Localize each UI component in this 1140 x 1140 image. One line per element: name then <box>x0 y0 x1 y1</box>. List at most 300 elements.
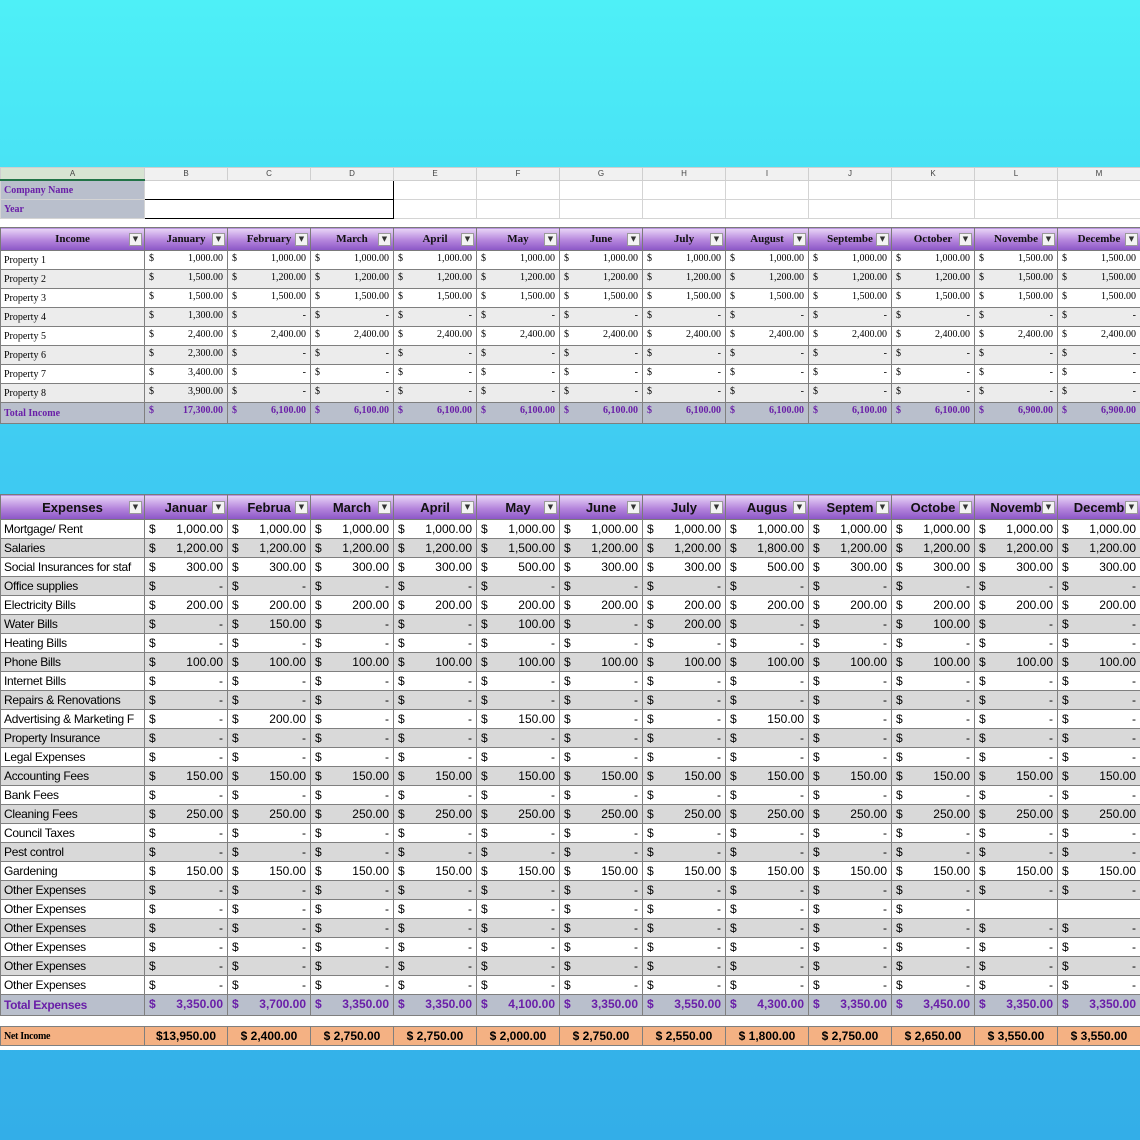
money-cell[interactable] <box>892 365 975 384</box>
money-cell[interactable] <box>892 403 975 424</box>
money-cell[interactable] <box>477 308 560 327</box>
money-cell[interactable] <box>975 653 1058 672</box>
money-cell[interactable] <box>643 957 726 976</box>
money-cell[interactable] <box>477 251 560 270</box>
money-cell[interactable] <box>975 615 1058 634</box>
money-cell[interactable] <box>643 710 726 729</box>
money-cell[interactable] <box>394 520 477 539</box>
money-cell[interactable] <box>394 786 477 805</box>
money-cell[interactable] <box>643 596 726 615</box>
money-cell[interactable] <box>975 805 1058 824</box>
money-cell[interactable] <box>643 672 726 691</box>
net-income-value[interactable]: $ 2,750.00 <box>809 1027 892 1046</box>
money-cell[interactable] <box>145 365 228 384</box>
money-cell[interactable] <box>975 710 1058 729</box>
money-cell[interactable] <box>560 520 643 539</box>
money-cell[interactable] <box>1058 596 1140 615</box>
money-cell[interactable] <box>477 691 560 710</box>
money-cell[interactable] <box>311 384 394 403</box>
money-cell[interactable] <box>892 976 975 995</box>
money-cell[interactable] <box>809 653 892 672</box>
money-cell[interactable] <box>1058 995 1140 1016</box>
money-cell[interactable] <box>726 289 809 308</box>
row-label[interactable]: Phone Bills <box>1 653 145 672</box>
row-label[interactable]: Property 2 <box>1 270 145 289</box>
money-cell[interactable] <box>145 308 228 327</box>
money-cell[interactable] <box>477 748 560 767</box>
money-cell[interactable] <box>643 634 726 653</box>
money-cell[interactable] <box>477 558 560 577</box>
money-cell[interactable] <box>394 596 477 615</box>
money-cell[interactable] <box>726 596 809 615</box>
money-cell[interactable] <box>145 767 228 786</box>
money-cell[interactable] <box>560 976 643 995</box>
money-cell[interactable] <box>145 824 228 843</box>
money-cell[interactable] <box>477 767 560 786</box>
money-cell[interactable] <box>892 729 975 748</box>
money-cell[interactable] <box>643 995 726 1016</box>
filter-dropdown-icon[interactable]: ▼ <box>212 501 225 514</box>
money-cell[interactable] <box>311 691 394 710</box>
filter-dropdown-icon[interactable]: ▼ <box>1125 233 1138 246</box>
money-cell[interactable] <box>477 938 560 957</box>
money-cell[interactable] <box>975 365 1058 384</box>
money-cell[interactable] <box>975 308 1058 327</box>
money-cell[interactable] <box>975 729 1058 748</box>
money-cell[interactable] <box>726 653 809 672</box>
empty-cell[interactable] <box>975 180 1058 200</box>
money-cell[interactable] <box>228 520 311 539</box>
money-cell[interactable] <box>1058 403 1140 424</box>
filter-dropdown-icon[interactable]: ▼ <box>710 501 723 514</box>
money-cell[interactable] <box>477 919 560 938</box>
money-cell[interactable] <box>394 346 477 365</box>
money-cell[interactable] <box>145 577 228 596</box>
money-cell[interactable] <box>643 289 726 308</box>
money-cell[interactable] <box>394 384 477 403</box>
money-cell[interactable] <box>145 539 228 558</box>
filter-dropdown-icon[interactable]: ▼ <box>378 233 391 246</box>
filter-dropdown-icon[interactable]: ▼ <box>1042 501 1055 514</box>
filter-dropdown-icon[interactable]: ▼ <box>1125 501 1138 514</box>
money-cell[interactable] <box>394 881 477 900</box>
income-header[interactable] <box>1 228 145 251</box>
money-cell[interactable] <box>1058 843 1140 862</box>
money-cell[interactable] <box>1058 634 1140 653</box>
money-cell[interactable] <box>477 957 560 976</box>
money-cell[interactable] <box>1058 308 1140 327</box>
money-cell[interactable] <box>643 900 726 919</box>
money-cell[interactable] <box>228 539 311 558</box>
money-cell[interactable] <box>643 615 726 634</box>
month-header[interactable] <box>643 228 726 251</box>
money-cell[interactable] <box>643 691 726 710</box>
money-cell[interactable] <box>560 596 643 615</box>
money-cell[interactable] <box>975 289 1058 308</box>
money-cell[interactable] <box>1058 862 1140 881</box>
money-cell[interactable] <box>145 251 228 270</box>
money-cell[interactable] <box>726 843 809 862</box>
money-cell[interactable] <box>892 786 975 805</box>
money-cell[interactable] <box>394 634 477 653</box>
money-cell[interactable] <box>311 634 394 653</box>
net-income-value[interactable]: $ 3,550.00 <box>975 1027 1058 1046</box>
month-header[interactable] <box>809 495 892 520</box>
money-cell[interactable] <box>975 919 1058 938</box>
money-cell[interactable] <box>975 691 1058 710</box>
money-cell[interactable] <box>145 919 228 938</box>
money-cell[interactable] <box>311 672 394 691</box>
money-cell[interactable] <box>228 729 311 748</box>
money-cell[interactable] <box>892 558 975 577</box>
column-letter[interactable]: E <box>394 168 477 181</box>
money-cell[interactable] <box>560 384 643 403</box>
money-cell[interactable] <box>394 558 477 577</box>
money-cell[interactable] <box>809 881 892 900</box>
empty-cell[interactable] <box>1058 219 1140 228</box>
month-header[interactable] <box>145 495 228 520</box>
row-label[interactable]: Bank Fees <box>1 786 145 805</box>
money-cell[interactable] <box>477 824 560 843</box>
money-cell[interactable] <box>726 308 809 327</box>
money-cell[interactable] <box>394 995 477 1016</box>
money-cell[interactable] <box>228 691 311 710</box>
money-cell[interactable] <box>560 403 643 424</box>
row-label[interactable]: Office supplies <box>1 577 145 596</box>
money-cell[interactable] <box>560 824 643 843</box>
filter-dropdown-icon[interactable]: ▼ <box>627 233 640 246</box>
money-cell[interactable] <box>560 539 643 558</box>
money-cell[interactable] <box>477 577 560 596</box>
empty-cell[interactable] <box>1 219 145 228</box>
row-label[interactable]: Property Insurance <box>1 729 145 748</box>
money-cell[interactable] <box>477 881 560 900</box>
net-income-value[interactable]: $ 2,750.00 <box>560 1027 643 1046</box>
money-cell[interactable] <box>1058 289 1140 308</box>
money-cell[interactable] <box>311 919 394 938</box>
empty-cell[interactable] <box>560 200 643 219</box>
money-cell[interactable] <box>560 289 643 308</box>
money-cell[interactable] <box>311 308 394 327</box>
money-cell[interactable] <box>809 270 892 289</box>
row-label[interactable]: Council Taxes <box>1 824 145 843</box>
money-cell[interactable] <box>643 938 726 957</box>
money-cell[interactable] <box>726 539 809 558</box>
money-cell[interactable] <box>975 327 1058 346</box>
money-cell[interactable] <box>560 786 643 805</box>
money-cell[interactable] <box>311 995 394 1016</box>
money-cell[interactable] <box>145 615 228 634</box>
money-cell[interactable] <box>228 596 311 615</box>
money-cell[interactable] <box>1058 558 1140 577</box>
month-header[interactable] <box>726 495 809 520</box>
money-cell[interactable] <box>892 843 975 862</box>
money-cell[interactable] <box>1058 805 1140 824</box>
net-income-value[interactable]: $ 2,550.00 <box>643 1027 726 1046</box>
money-cell[interactable] <box>311 710 394 729</box>
money-cell[interactable] <box>145 843 228 862</box>
money-cell[interactable] <box>892 767 975 786</box>
money-cell[interactable] <box>726 976 809 995</box>
money-cell[interactable] <box>394 691 477 710</box>
money-cell[interactable] <box>145 634 228 653</box>
money-cell[interactable] <box>394 308 477 327</box>
money-cell[interactable] <box>477 365 560 384</box>
row-label[interactable]: Legal Expenses <box>1 748 145 767</box>
money-cell[interactable] <box>477 289 560 308</box>
money-cell[interactable] <box>394 365 477 384</box>
money-cell[interactable] <box>809 672 892 691</box>
money-cell[interactable] <box>809 520 892 539</box>
money-cell[interactable] <box>892 957 975 976</box>
money-cell[interactable] <box>228 938 311 957</box>
money-cell[interactable] <box>145 900 228 919</box>
money-cell[interactable] <box>228 748 311 767</box>
money-cell[interactable] <box>892 653 975 672</box>
money-cell[interactable] <box>809 729 892 748</box>
money-cell[interactable] <box>975 672 1058 691</box>
money-cell[interactable] <box>228 881 311 900</box>
money-cell[interactable] <box>560 615 643 634</box>
money-cell[interactable] <box>145 938 228 957</box>
month-header[interactable] <box>643 495 726 520</box>
month-header[interactable] <box>892 495 975 520</box>
money-cell[interactable] <box>311 327 394 346</box>
money-cell[interactable] <box>228 805 311 824</box>
filter-dropdown-icon[interactable]: ▼ <box>793 501 806 514</box>
money-cell[interactable] <box>726 577 809 596</box>
money-cell[interactable] <box>726 251 809 270</box>
money-cell[interactable] <box>145 384 228 403</box>
money-cell[interactable] <box>975 995 1058 1016</box>
money-cell[interactable] <box>643 520 726 539</box>
money-cell[interactable] <box>1058 346 1140 365</box>
money-cell[interactable] <box>809 558 892 577</box>
empty-cell[interactable] <box>809 180 892 200</box>
money-cell[interactable] <box>228 251 311 270</box>
row-label[interactable]: Property 3 <box>1 289 145 308</box>
money-cell[interactable] <box>477 403 560 424</box>
money-cell[interactable] <box>809 957 892 976</box>
money-cell[interactable] <box>145 881 228 900</box>
money-cell[interactable] <box>477 539 560 558</box>
month-header[interactable] <box>311 228 394 251</box>
money-cell[interactable] <box>1058 365 1140 384</box>
money-cell[interactable] <box>809 805 892 824</box>
money-cell[interactable] <box>228 710 311 729</box>
filter-dropdown-icon[interactable]: ▼ <box>1042 233 1055 246</box>
row-label[interactable]: Gardening <box>1 862 145 881</box>
money-cell[interactable] <box>975 767 1058 786</box>
meta-input[interactable] <box>145 180 394 200</box>
money-cell[interactable] <box>477 672 560 691</box>
money-cell[interactable] <box>311 365 394 384</box>
money-cell[interactable] <box>809 346 892 365</box>
money-cell[interactable] <box>643 251 726 270</box>
row-label[interactable]: Electricity Bills <box>1 596 145 615</box>
empty-cell[interactable] <box>643 200 726 219</box>
filter-dropdown-icon[interactable]: ▼ <box>544 501 557 514</box>
money-cell[interactable] <box>145 786 228 805</box>
row-label[interactable]: Water Bills <box>1 615 145 634</box>
filter-dropdown-icon[interactable]: ▼ <box>378 501 391 514</box>
row-label[interactable]: Other Expenses <box>1 900 145 919</box>
money-cell[interactable] <box>560 919 643 938</box>
row-label[interactable]: Social Insurances for staf <box>1 558 145 577</box>
money-cell[interactable] <box>643 729 726 748</box>
money-cell[interactable] <box>975 346 1058 365</box>
money-cell[interactable] <box>228 384 311 403</box>
money-cell[interactable] <box>311 862 394 881</box>
money-cell[interactable] <box>643 539 726 558</box>
money-cell[interactable] <box>975 824 1058 843</box>
money-cell[interactable] <box>809 843 892 862</box>
money-cell[interactable] <box>892 539 975 558</box>
net-income-value[interactable]: $13,950.00 <box>145 1027 228 1046</box>
row-label[interactable]: Property 4 <box>1 308 145 327</box>
empty-cell[interactable] <box>1058 200 1140 219</box>
empty-cell[interactable] <box>726 219 809 228</box>
money-cell[interactable] <box>892 327 975 346</box>
money-cell[interactable] <box>809 634 892 653</box>
money-cell[interactable] <box>892 346 975 365</box>
empty-cell[interactable] <box>975 219 1058 228</box>
money-cell[interactable] <box>892 919 975 938</box>
empty-cell[interactable] <box>228 219 311 228</box>
money-cell[interactable] <box>643 919 726 938</box>
row-label[interactable]: Mortgage/ Rent <box>1 520 145 539</box>
money-cell[interactable] <box>643 881 726 900</box>
money-cell[interactable] <box>975 558 1058 577</box>
money-cell[interactable] <box>892 577 975 596</box>
money-cell[interactable] <box>228 327 311 346</box>
column-letter[interactable]: M <box>1058 168 1140 181</box>
month-header[interactable] <box>228 228 311 251</box>
filter-dropdown-icon[interactable]: ▼ <box>129 233 142 246</box>
month-header[interactable] <box>228 495 311 520</box>
money-cell[interactable] <box>1058 767 1140 786</box>
money-cell[interactable] <box>394 824 477 843</box>
row-label[interactable]: Salaries <box>1 539 145 558</box>
money-cell[interactable] <box>145 805 228 824</box>
money-cell[interactable] <box>228 577 311 596</box>
row-label[interactable]: Other Expenses <box>1 919 145 938</box>
row-label[interactable]: Other Expenses <box>1 881 145 900</box>
empty-cell[interactable] <box>394 180 477 200</box>
money-cell[interactable] <box>477 520 560 539</box>
money-cell[interactable] <box>560 653 643 672</box>
money-cell[interactable] <box>643 786 726 805</box>
money-cell[interactable] <box>1058 729 1140 748</box>
money-cell[interactable] <box>477 634 560 653</box>
money-cell[interactable] <box>975 843 1058 862</box>
net-income-value[interactable]: $ 1,800.00 <box>726 1027 809 1046</box>
money-cell[interactable] <box>560 862 643 881</box>
empty-cell[interactable] <box>394 219 477 228</box>
money-cell[interactable] <box>311 289 394 308</box>
money-cell[interactable] <box>643 346 726 365</box>
money-cell[interactable] <box>228 957 311 976</box>
money-cell[interactable] <box>809 976 892 995</box>
net-income-value[interactable]: $ 2,400.00 <box>228 1027 311 1046</box>
money-cell[interactable] <box>560 558 643 577</box>
money-cell[interactable] <box>228 365 311 384</box>
money-cell[interactable] <box>394 805 477 824</box>
empty-cell[interactable] <box>145 219 228 228</box>
month-header[interactable] <box>809 228 892 251</box>
money-cell[interactable] <box>228 862 311 881</box>
money-cell[interactable] <box>145 270 228 289</box>
money-cell[interactable] <box>1058 577 1140 596</box>
money-cell[interactable] <box>726 520 809 539</box>
money-cell[interactable] <box>145 729 228 748</box>
money-cell[interactable] <box>892 710 975 729</box>
month-header[interactable] <box>975 495 1058 520</box>
money-cell[interactable] <box>1058 919 1140 938</box>
money-cell[interactable] <box>809 995 892 1016</box>
money-cell[interactable] <box>892 520 975 539</box>
money-cell[interactable] <box>311 767 394 786</box>
money-cell[interactable] <box>311 881 394 900</box>
money-cell[interactable] <box>394 900 477 919</box>
money-cell[interactable] <box>726 938 809 957</box>
money-cell[interactable] <box>228 786 311 805</box>
expenses-header[interactable] <box>1 495 145 520</box>
money-cell[interactable] <box>726 748 809 767</box>
money-cell[interactable] <box>975 748 1058 767</box>
money-cell[interactable] <box>560 767 643 786</box>
money-cell[interactable] <box>975 384 1058 403</box>
money-cell[interactable] <box>726 957 809 976</box>
money-cell[interactable] <box>394 843 477 862</box>
filter-dropdown-icon[interactable]: ▼ <box>461 233 474 246</box>
money-cell[interactable] <box>1058 327 1140 346</box>
empty-cell[interactable] <box>809 219 892 228</box>
money-cell[interactable] <box>1058 270 1140 289</box>
meta-input[interactable] <box>145 200 394 219</box>
row-label[interactable]: Property 7 <box>1 365 145 384</box>
empty-cell[interactable] <box>643 180 726 200</box>
empty-cell[interactable] <box>1058 180 1140 200</box>
money-cell[interactable] <box>975 251 1058 270</box>
money-cell[interactable] <box>975 881 1058 900</box>
money-cell[interactable] <box>311 251 394 270</box>
money-cell[interactable] <box>145 976 228 995</box>
money-cell[interactable] <box>228 900 311 919</box>
money-cell[interactable] <box>228 270 311 289</box>
money-cell[interactable] <box>228 403 311 424</box>
money-cell[interactable] <box>311 957 394 976</box>
money-cell[interactable] <box>394 938 477 957</box>
money-cell[interactable] <box>975 520 1058 539</box>
empty-cell[interactable] <box>311 219 394 228</box>
money-cell[interactable] <box>394 729 477 748</box>
money-cell[interactable] <box>892 995 975 1016</box>
money-cell[interactable] <box>1058 251 1140 270</box>
money-cell[interactable] <box>726 691 809 710</box>
row-label[interactable]: Pest control <box>1 843 145 862</box>
money-cell[interactable] <box>1058 672 1140 691</box>
money-cell[interactable] <box>394 672 477 691</box>
money-cell[interactable] <box>145 995 228 1016</box>
money-cell[interactable] <box>726 384 809 403</box>
money-cell[interactable] <box>311 729 394 748</box>
money-cell[interactable] <box>726 900 809 919</box>
money-cell[interactable] <box>228 308 311 327</box>
month-header[interactable] <box>975 228 1058 251</box>
money-cell[interactable] <box>560 729 643 748</box>
money-cell[interactable] <box>311 346 394 365</box>
